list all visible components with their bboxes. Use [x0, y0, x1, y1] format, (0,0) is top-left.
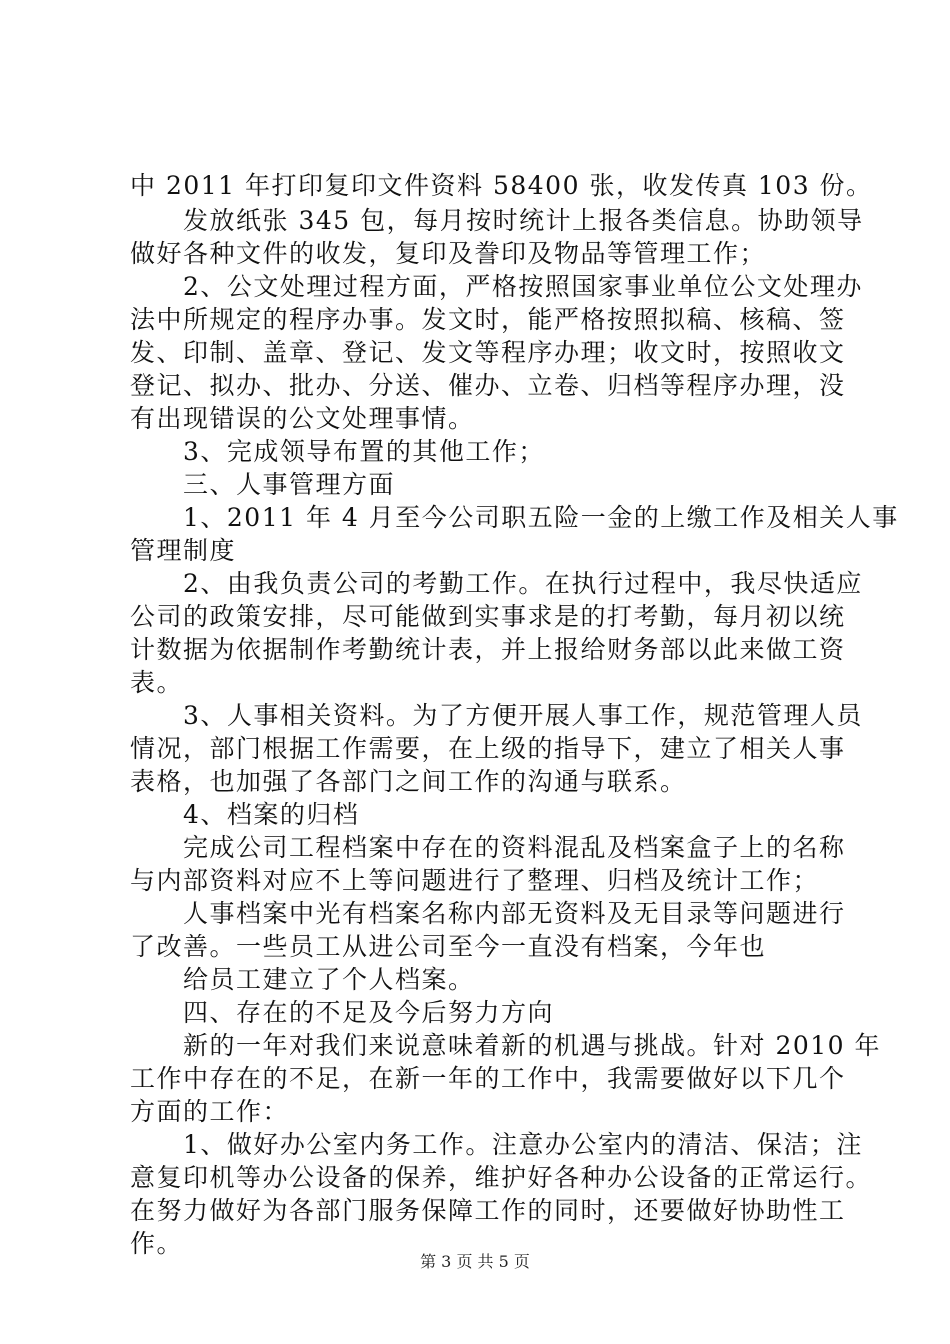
- body-text-line: 做好各种文件的收发，复印及誊印及物品等管理工作；: [130, 239, 767, 268]
- body-text-line: 意复印机等办公设备的保养，维护好各种办公设备的正常运行。: [130, 1163, 873, 1192]
- body-text-line: 表。: [130, 668, 184, 697]
- body-text-line: 4、档案的归档: [130, 800, 360, 829]
- body-text-line: 表格，也加强了各部门之间工作的沟通与联系。: [130, 767, 687, 796]
- body-text-line: 登记、拟办、批办、分送、催办、立卷、归档等程序办理，没: [130, 371, 846, 400]
- body-text-line: 方面的工作：: [130, 1097, 290, 1126]
- body-text-line: 发放纸张 345 包，每月按时统计上报各类信息。协助领导: [130, 206, 864, 235]
- body-text-line: 2、公文处理过程方面，严格按照国家事业单位公文处理办: [130, 272, 863, 301]
- body-text-line: 中 2011 年打印复印文件资料 58400 张，收发传真 103 份。: [130, 171, 873, 200]
- body-text-line: 有出现错误的公文处理事情。: [130, 404, 475, 433]
- body-text-line: 2、由我负责公司的考勤工作。在执行过程中，我尽快适应: [130, 569, 863, 598]
- body-text-line: 3、完成领导布置的其他工作；: [130, 437, 545, 466]
- section-heading: 四、存在的不足及今后努力方向: [130, 998, 555, 1027]
- body-text-line: 发、印制、盖章、登记、发文等程序办理；收文时，按照收文: [130, 338, 846, 367]
- body-text-line: 作。: [130, 1229, 184, 1258]
- body-text-line: 与内部资料对应不上等问题进行了整理、归档及统计工作；: [130, 866, 820, 895]
- body-text-line: 1、做好办公室内务工作。注意办公室内的清洁、保洁；注: [130, 1130, 863, 1159]
- body-text-line: 给员工建立了个人档案。: [130, 965, 475, 994]
- body-text-line: 完成公司工程档案中存在的资料混乱及档案盒子上的名称: [130, 833, 846, 862]
- body-text-line: 了改善。一些员工从进公司至今一直没有档案，今年也: [130, 932, 767, 961]
- body-text-line: 法中所规定的程序办事。发文时，能严格按照拟稿、核稿、签: [130, 305, 846, 334]
- section-heading: 三、人事管理方面: [130, 470, 396, 499]
- body-text-line: 人事档案中光有档案名称内部无资料及无目录等问题进行: [130, 899, 846, 928]
- body-text-line: 公司的政策安排，尽可能做到实事求是的打考勤，每月初以统: [130, 602, 846, 631]
- body-text-line: 3、人事相关资料。为了方便开展人事工作，规范管理人员: [130, 701, 863, 730]
- body-text-line: 1、2011 年 4 月至今公司职五险一金的上缴工作及相关人事: [130, 503, 899, 532]
- body-text-line: 工作中存在的不足，在新一年的工作中，我需要做好以下几个: [130, 1064, 846, 1093]
- body-text-line: 新的一年对我们来说意味着新的机遇与挑战。针对 2010 年: [130, 1031, 882, 1060]
- body-text-line: 在努力做好为各部门服务保障工作的同时，还要做好协助性工: [130, 1196, 846, 1225]
- page-number-footer: 第 3 页 共 5 页: [420, 1252, 530, 1271]
- body-text-line: 管理制度: [130, 536, 237, 565]
- body-text-line: 计数据为依据制作考勤统计表，并上报给财务部以此来做工资: [130, 635, 846, 664]
- body-text-line: 情况，部门根据工作需要，在上级的指导下，建立了相关人事: [130, 734, 846, 763]
